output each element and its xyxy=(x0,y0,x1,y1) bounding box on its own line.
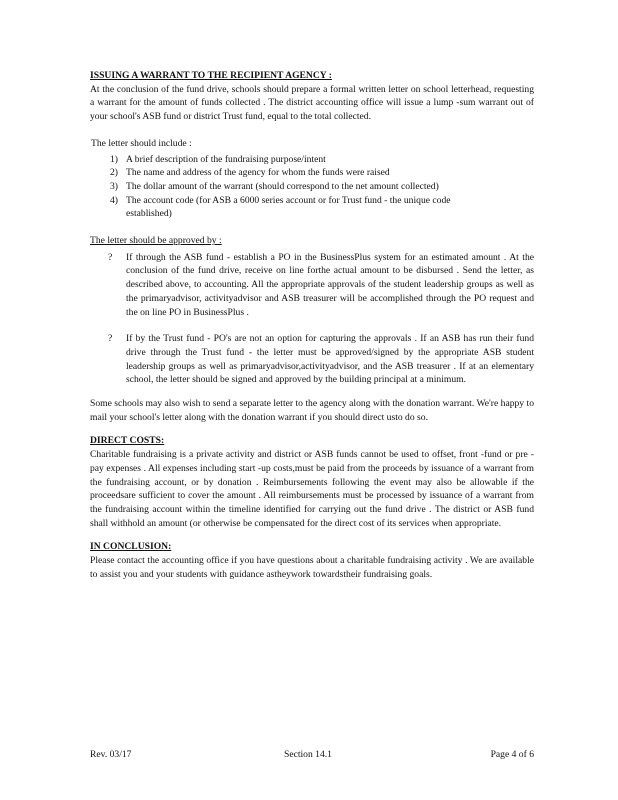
approval-heading: The letter should be approved by : xyxy=(90,235,222,247)
issuing-section xyxy=(90,69,534,124)
conclusion-paragraph: Please contact the accounting office if you have questions about a charitable fundraising activity . We are available to assist you and your students with guidance astheywork towardstheir fundraising goals. xyxy=(90,555,534,580)
revision-label: Rev. 03/17 xyxy=(90,749,132,760)
approval-section xyxy=(90,234,534,387)
list-item: 2) The name and address of the agency for whom the funds were raised xyxy=(110,167,390,179)
list-item: 1) A brief description of the fundraising purpose/intent xyxy=(110,153,326,165)
bullet-glyph: ? xyxy=(108,333,113,345)
approval-list xyxy=(90,251,534,387)
direct-costs-heading: DIRECT COSTS: xyxy=(90,435,165,447)
page-number: Page 4 of 6 xyxy=(490,749,534,760)
letter-intro: The letter should include : xyxy=(91,137,192,149)
list-item: 3) The dollar amount of the warrant (should correspond to the net amount collected) xyxy=(110,180,439,192)
list-item: ? If by the Trust fund - PO's are not an option for capturing the approvals . If an ASB has run their fund drive through the Trust fund - the letter must be approved/signed by the appropriate ASB student leadership groups as well as primaryadvisor,activityadvisor, and the ASB treasurer . If at an elementary school, the letter should be signed and approved by the building principal at a minimum. xyxy=(108,333,534,386)
bullet-glyph: ? xyxy=(108,251,113,263)
letter-contents-list xyxy=(90,153,534,222)
direct-costs-paragraph: Charitable fundraising is a private activity and district or ASB funds cannot be used to offset, front -fund or pre -pay expenses . All expenses including start -up costs,must be paid from the proceeds by issuance of a warrant from the fundraising account, or by donation . Reimbursements following the event may also be allowable if the proceedsare sufficient to cover the amount . All reimbursements must be processed by issuance of a warrant from the fundraising account within the timeline identified for carrying out the fund drive . The district or ASB fund shall withhold an amount (or otherwise be compensated for the direct cost of its services when appropriate. xyxy=(90,449,534,529)
letter-section xyxy=(90,137,534,221)
conclusion-section xyxy=(90,540,534,581)
document-body xyxy=(90,69,534,582)
page-footer xyxy=(90,749,534,763)
separate-letter-paragraph: Some schools may also wish to send a separate letter to the agency along with the donation warrant. We're happy to mail your school's letter along with the donation warrant if you should direct usto do so. xyxy=(90,398,534,423)
issuing-paragraph: At the conclusion of the fund drive, schools should prepare a formal written letter on school letterhead, requesting a warrant for the amount of funds collected . The district accounting office will issue a lump -sum warrant out of your school's ASB fund or district Trust fund, equal to the total collected. xyxy=(90,83,534,123)
direct-costs-section xyxy=(90,434,534,530)
list-item: ? If through the ASB fund - establish a PO in the BusinessPlus system for an estimated amount . At the conclusion of the fund drive, receive on line forthe actual amount to be disbursed . Send the letter, as described above, to accounting. All the appropriate approvals of the student leadership groups as well as the primaryadvisor, activityadvisor and ASB treasurer will be accomplished through the PO request and the on line PO in BusinessPlus . xyxy=(108,251,534,318)
issuing-heading: ISSUING A WARRANT TO THE RECIPIENT AGENCY : xyxy=(90,70,332,81)
conclusion-heading: IN CONCLUSION: xyxy=(90,541,172,553)
list-item: 4) The account code (for ASB a 6000 series account or for Trust fund - the unique code established) xyxy=(110,194,451,220)
section-label: Section 14.1 xyxy=(284,749,332,760)
